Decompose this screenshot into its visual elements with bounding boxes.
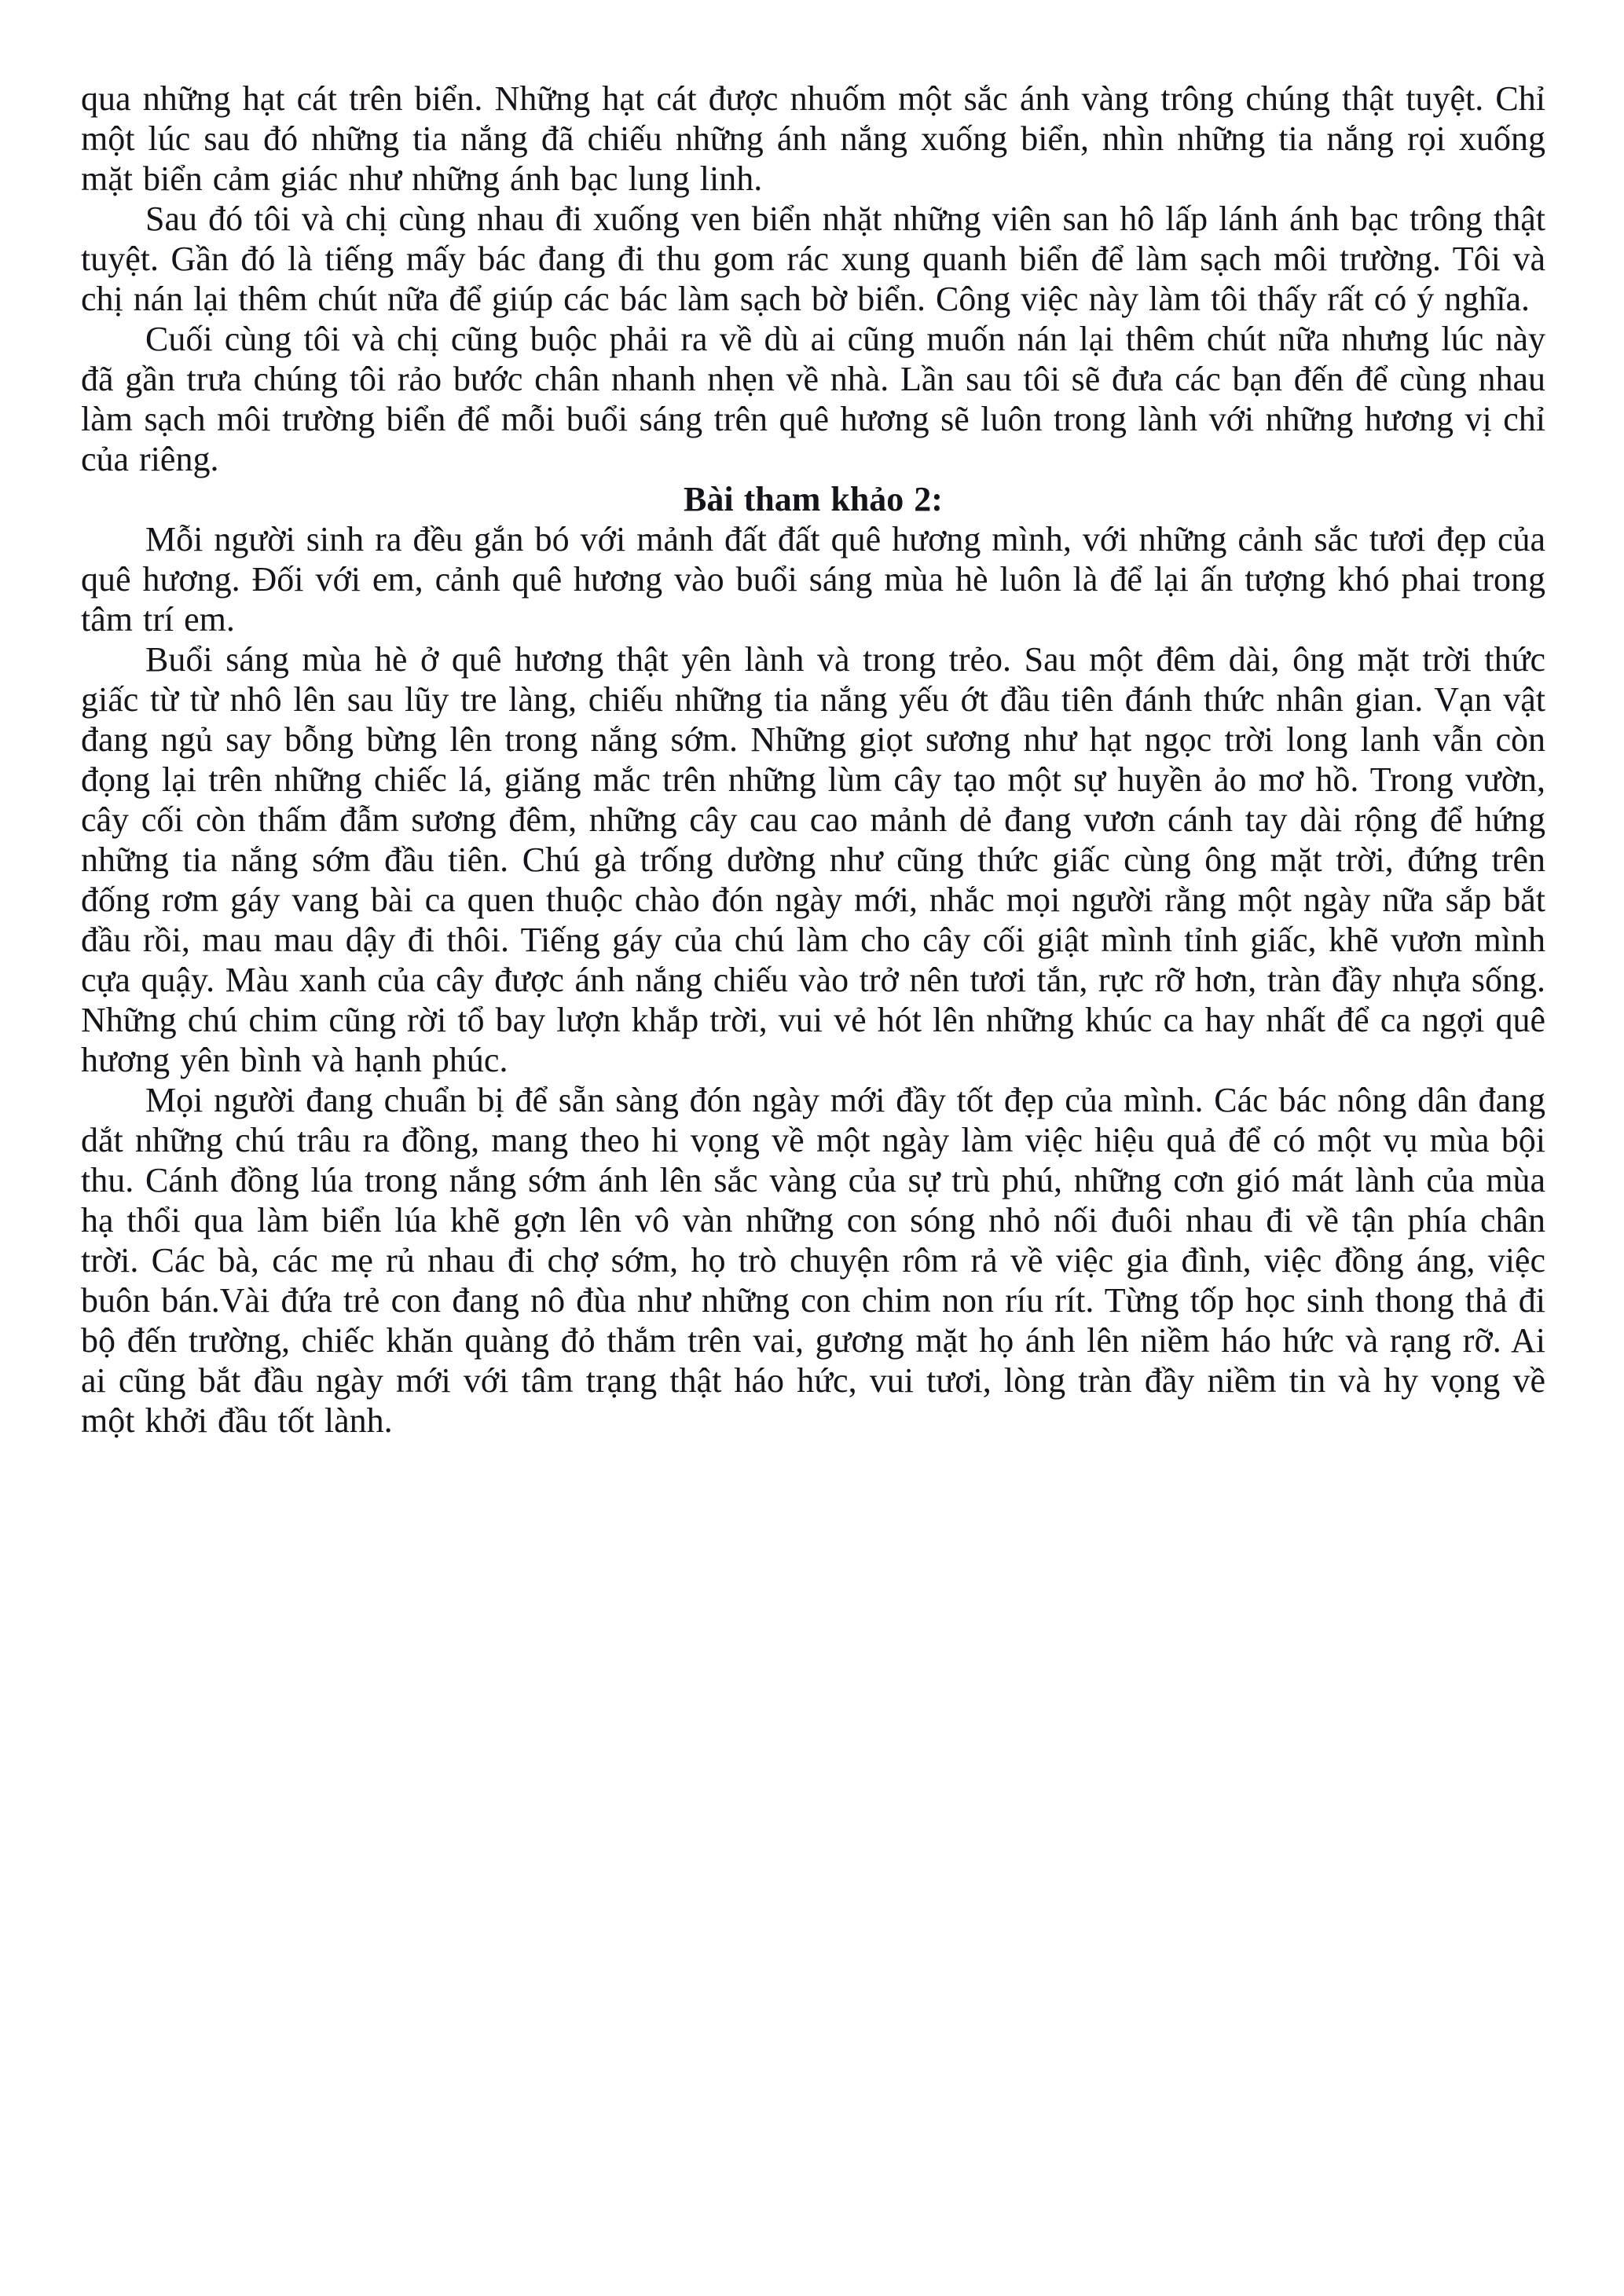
paragraph: qua những hạt cát trên biển. Những hạt cát được nhuốm một sắc ánh vàng trông chúng thật tuyệt. Chỉ một lúc sau đó những tia nắng đã chiếu những ánh nắng xuống biển, nhìn những tia nắng rọi xuống mặt biển cảm giác như những ánh bạc lung linh. [81,79,1545,198]
paragraph: Mọi người đang chuẩn bị để sẵn sàng đón ngày mới đầy tốt đẹp của mình. Các bác nông dân đang dắt những chú trâu ra đồng, mang theo hi vọng về một ngày làm việc hiệu quả để có một vụ mùa bội thu. Cánh đồng lúa trong nắng sớm ánh lên sắc vàng của sự trù phú, những cơn gió mát lành của mùa hạ thổi qua làm biển lúa khẽ gợn lên vô vàn những con sóng nhỏ nối đuôi nhau đi về tận phía chân trời. Các bà, các mẹ rủ nhau đi chợ sớm, họ trò chuyện rôm rả về việc gia đình, việc đồng áng, việc buôn bán.Vài đứa trẻ con đang nô đùa như những con chim non ríu rít. Từng tốp học sinh thong thả đi bộ đến trường, chiếc khăn quàng đỏ thắm trên vai, gương mặt họ ánh lên niềm háo hức và rạng rỡ. Ai ai cũng bắt đầu ngày mới với tâm trạng thật háo hức, vui tươi, lòng tràn đầy niềm tin và hy vọng về một khởi đầu tốt lành. [81,1081,1545,1440]
paragraph: Buổi sáng mùa hè ở quê hương thật yên lành và trong trẻo. Sau một đêm dài, ông mặt trời thức giấc từ từ nhô lên sau lũy tre làng, chiếu những tia nắng yếu ớt đầu tiên đánh thức nhân gian. Vạn vật đang ngủ say bỗng bừng lên trong nắng sớm. Những giọt sương như hạt ngọc trời long lanh vẫn còn đọng lại trên những chiếc lá, giăng mắc trên những lùm cây tạo một sự huyền ảo mơ hồ. Trong vườn, cây cối còn thấm đẫm sương đêm, những cây cau cao mảnh dẻ đang vươn cánh tay dài rộng để hứng những tia nắng sớm đầu tiên. Chú gà trống dường như cũng thức giấc cùng ông mặt trời, đứng trên đống rơm gáy vang bài ca quen thuộc chào đón ngày mới, nhắc mọi người rằng một ngày nữa sắp bắt đầu rồi, mau mau dậy đi thôi. Tiếng gáy của chú làm cho cây cối giật mình tỉnh giấc, khẽ vươn mình cựa quậy. Màu xanh của cây được ánh nắng chiếu vào trở nên tươi tắn, rực rỡ hơn, tràn đầy nhựa sống. Những chú chim cũng rời tổ bay lượn khắp trời, vui vẻ hót lên những khúc ca hay nhất để ca ngợi quê hương yên bình và hạnh phúc. [81,640,1545,1079]
paragraph: Cuối cùng tôi và chị cũng buộc phải ra về dù ai cũng muốn nán lại thêm chút nữa nhưng lúc này đã gần trưa chúng tôi rảo bước chân nhanh nhẹn về nhà. Lần sau tôi sẽ đưa các bạn đến để cùng nhau làm sạch môi trường biển để mỗi buổi sáng trên quê hương sẽ luôn trong lành với những hương vị chỉ của riêng. [81,320,1545,478]
paragraph: Mỗi người sinh ra đều gắn bó với mảnh đất đất quê hương mình, với những cảnh sắc tươi đẹp của quê hương. Đối với em, cảnh quê hương vào buổi sáng mùa hè luôn là để lại ấn tượng khó phai trong tâm trí em. [81,520,1545,639]
document-body [81,79,1545,1441]
section-heading: Bài tham khảo 2: [684,480,943,518]
paragraph: Sau đó tôi và chị cùng nhau đi xuống ven biển nhặt những viên san hô lấp lánh ánh bạc trông thật tuyệt. Gần đó là tiếng mấy bác đang đi thu gom rác xung quanh biển để làm sạch môi trường. Tôi và chị nán lại thêm chút nữa để giúp các bác làm sạch bờ biển. Công việc này làm tôi thấy rất có ý nghĩa. [81,200,1545,318]
